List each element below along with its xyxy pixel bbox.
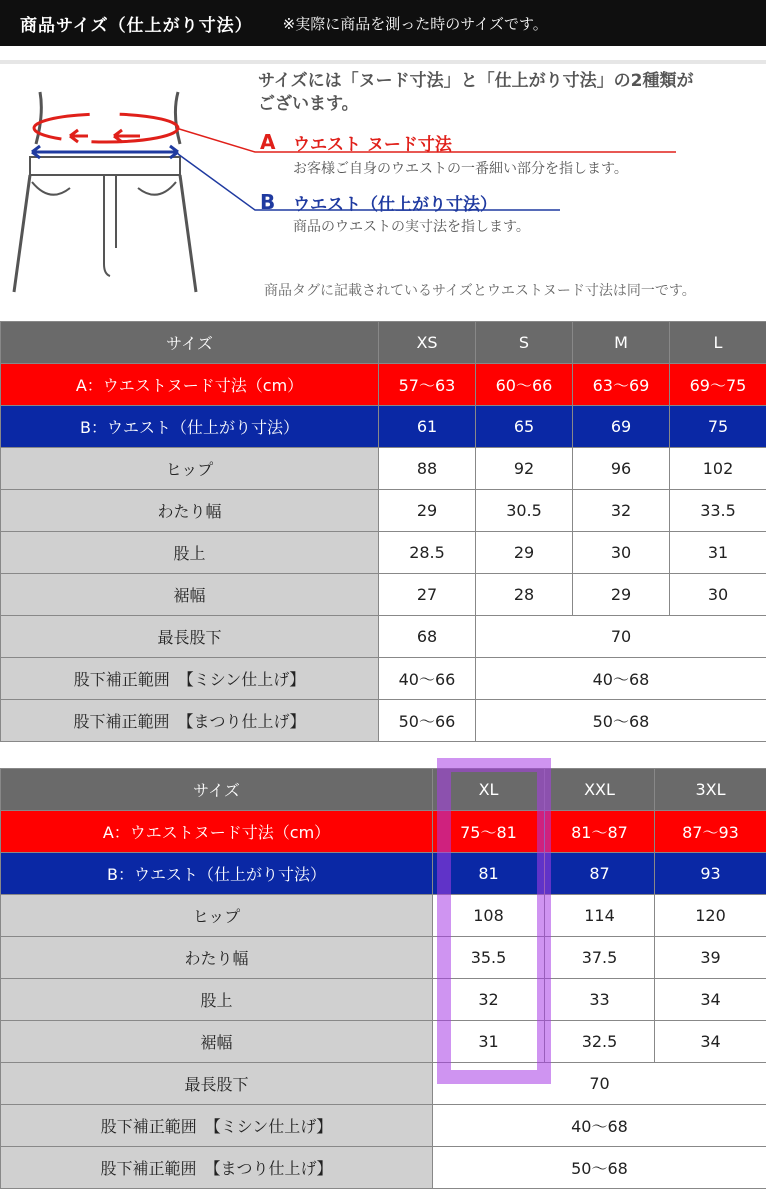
value-cell: 33.5 [670,490,766,532]
value-cell: 50〜66 [379,700,476,742]
table-row [1,574,766,616]
label-b-title: ウエスト（仕上がり寸法） [293,195,497,215]
value-cell: 40〜66 [379,658,476,700]
row-label: ヒップ [1,448,379,490]
row-label: ヒップ [1,895,433,937]
value-cell: 65 [476,406,573,448]
value-cell: 75 [670,406,766,448]
value-cell: 63〜69 [573,364,670,406]
value-cell: 28.5 [379,532,476,574]
table-row [1,364,766,406]
value-cell: 93 [655,853,766,895]
row-label: 裾幅 [1,1021,433,1063]
table-row [1,895,766,937]
row-label: わたり幅 [1,937,433,979]
row-label: 股下補正範囲 【ミシン仕上げ】 [1,1105,433,1147]
size-header-cell: XS [379,322,476,364]
value-cell: 35.5 [433,937,545,979]
table-row [1,532,766,574]
size-header-cell: 3XL [655,769,766,811]
label-a-letter: A [260,130,276,154]
value-cell: 120 [655,895,766,937]
size-header-cell: XL [433,769,545,811]
value-cell: 87 [545,853,655,895]
row-label: 最長股下 [1,616,379,658]
value-cell: 102 [670,448,766,490]
value-cell: 37.5 [545,937,655,979]
value-cell: 50〜68 [433,1147,766,1189]
waist-diagram [0,64,766,308]
value-cell: 29 [573,574,670,616]
value-cell: 69 [573,406,670,448]
value-cell: 40〜68 [433,1105,766,1147]
table-row [1,658,766,700]
value-cell: 60〜66 [476,364,573,406]
size-tag-note: 商品タグに記載されているサイズとウエストヌード寸法は同一です。 [264,283,696,299]
table-row [1,406,766,448]
value-cell: 32 [433,979,545,1021]
size-header-cell: L [670,322,766,364]
value-cell: 96 [573,448,670,490]
table-row [1,853,766,895]
row-label: 裾幅 [1,574,379,616]
size-table-xs-l [0,321,766,742]
label-a-title: ウエスト ヌード寸法 [293,135,452,155]
intro-line-1: サイズには「ヌード寸法」と「仕上がり寸法」の2種類が [258,71,694,91]
value-cell: 30 [670,574,766,616]
value-cell: 27 [379,574,476,616]
value-cell: 31 [670,532,766,574]
value-cell: 34 [655,1021,766,1063]
value-cell: 29 [379,490,476,532]
value-cell: 108 [433,895,545,937]
value-cell: 92 [476,448,573,490]
value-cell: 81〜87 [545,811,655,853]
value-cell: 57〜63 [379,364,476,406]
table-row [1,1063,766,1105]
row-label: 股下補正範囲 【まつり仕上げ】 [1,1147,433,1189]
table-row [1,616,766,658]
label-a-description: お客様ご自身のウエストの一番細い部分を指します。 [293,161,628,177]
size-table-xl-3xl [0,768,766,1189]
value-cell: 69〜75 [670,364,766,406]
table-row [1,979,766,1021]
value-cell: 81 [433,853,545,895]
value-cell: 61 [379,406,476,448]
value-cell: 32.5 [545,1021,655,1063]
table-row [1,490,766,532]
row-label: A：ウエストヌード寸法（cm） [1,364,379,406]
table-row [1,1105,766,1147]
row-label: 股下補正範囲 【ミシン仕上げ】 [1,658,379,700]
header-bar [0,0,766,46]
table-row [1,1021,766,1063]
row-label: A：ウエストヌード寸法（cm） [1,811,433,853]
value-cell: 70 [476,616,766,658]
size-header-cell: XXL [545,769,655,811]
row-label: 股上 [1,979,433,1021]
size-header-cell: M [573,322,670,364]
row-label: B：ウエスト（仕上がり寸法） [1,406,379,448]
label-b-description: 商品のウエストの実寸法を指します。 [293,219,530,235]
value-cell: 39 [655,937,766,979]
value-cell: 34 [655,979,766,1021]
row-label: わたり幅 [1,490,379,532]
header-note: ※実際に商品を測った時のサイズです。 [282,14,548,33]
value-cell: 70 [433,1063,766,1105]
table-row [1,811,766,853]
table-row [1,937,766,979]
value-cell: 29 [476,532,573,574]
table-header-row [1,769,766,811]
row-label: 股下補正範囲 【まつり仕上げ】 [1,700,379,742]
value-cell: 87〜93 [655,811,766,853]
label-b-letter: B [260,190,276,214]
value-cell: 75〜81 [433,811,545,853]
value-cell: 88 [379,448,476,490]
row-label: B：ウエスト（仕上がり寸法） [1,853,433,895]
page-title: 商品サイズ（仕上がり寸法） [20,15,253,36]
row-label: 股上 [1,532,379,574]
table-header-row [1,322,766,364]
table-row [1,448,766,490]
table-row [1,1147,766,1189]
intro-text [258,70,758,116]
value-cell: 68 [379,616,476,658]
table-row [1,700,766,742]
intro-line-2: ございます。 [258,94,359,114]
size-header-cell: S [476,322,573,364]
value-cell: 28 [476,574,573,616]
value-cell: 30.5 [476,490,573,532]
value-cell: 40〜68 [476,658,766,700]
value-cell: 32 [573,490,670,532]
size-label-header: サイズ [1,322,379,364]
value-cell: 31 [433,1021,545,1063]
row-label: 最長股下 [1,1063,433,1105]
value-cell: 114 [545,895,655,937]
value-cell: 33 [545,979,655,1021]
value-cell: 50〜68 [476,700,766,742]
value-cell: 30 [573,532,670,574]
size-label-header: サイズ [1,769,433,811]
